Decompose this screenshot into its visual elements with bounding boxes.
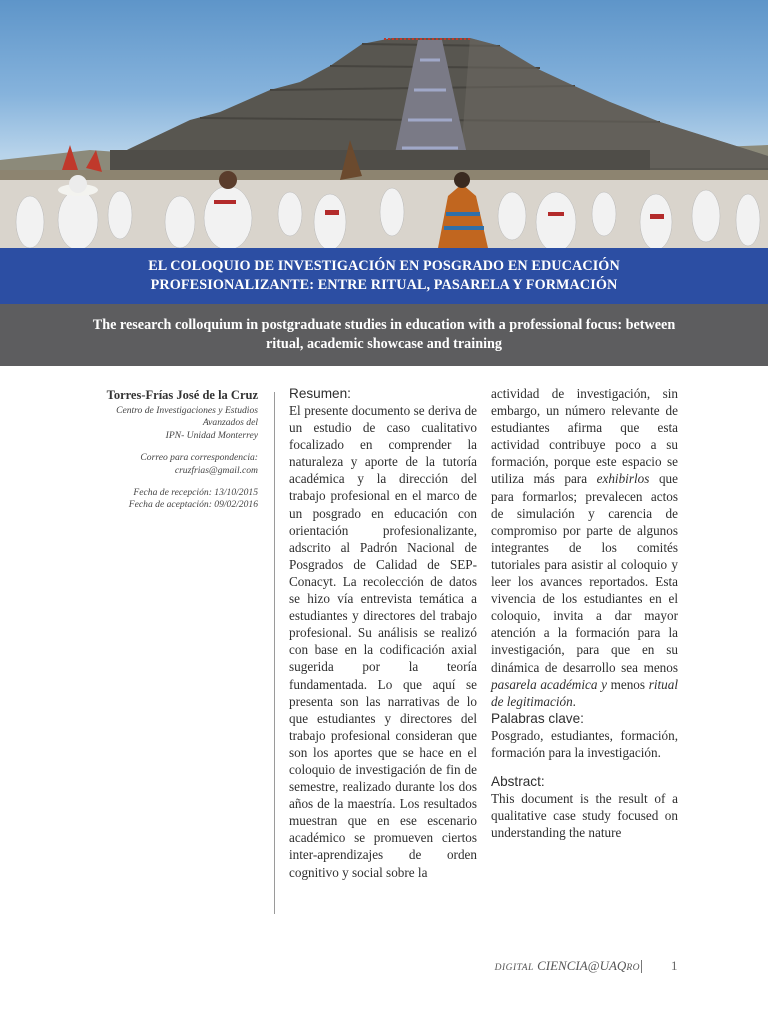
keywords-body: Posgrado, estudiantes, formación, formación para la investigación. xyxy=(491,727,678,760)
article-title-spanish: EL COLOQUIO DE INVESTIGACIÓN EN POSGRADO EN EDUCACIÓN PROFESIONALIZANTE: ENTRE RITUAL, PASARELA Y FORMACIÓN xyxy=(148,258,620,293)
affiliation-line-3: IPN- Unidad Monterrey xyxy=(165,429,258,441)
resumen-body-part-1: El presente documento se deriva de un estudio de caso cualitativo focalizado en comprender la naturaleza y aporte de la tutoría académica y la dirección del trabajo profesional en el marco de un posgrado en educación con orientación profesionalizante, adscrito al Padrón Nacional de Posgrados de Calidad de SEP-Conacyt. La recolección de datos se hizo vía entrevista temática a estudiantes y directores del trabajo profesional. Su análisis se realizó con base en la codificación axial sugerida por la teoría fundamentada. Lo que aquí se presenta son las narrativas de lo que estudiantes y directores del trabajo profesional consideran que son los aportes que se hace en el coloquio de investigación de fin de semestre, realizado durante los dos años de la maestría. Los resultados muestran que en ese escenario académico se promueven ciertos inter-aprendizajes de orden cognitivo y social sobre la xyxy=(289,403,477,880)
resumen-body-part-2: actividad de investigación, sin embargo, un número relevante de estudiantes afirma que esta actividad contribuye poco a su formación, porque este espacio se utiliza más para exhibirlos que para formarlos; prevalecen actos de simulación y carencia de compromiso por parte de algunos integrantes de los comités tutoriales para asistir al coloquio y leer los avances reportados. Esta vivencia de los estudiantes en el coloquio, invita a dar mayor atención a la formación para la investigación, para que en su dinámica de desarrollo sea menos pasarela académica y menos ritual de legitimación. xyxy=(491,386,678,709)
accepted-date: Fecha de aceptación: 09/02/2016 xyxy=(128,499,258,511)
hero-photo xyxy=(0,0,768,248)
affiliation-line-1: Centro de Investigaciones y Estudios xyxy=(116,405,258,416)
correspondence-label: Correo para correspondencia: xyxy=(140,452,258,464)
abstract-heading: Abstract: xyxy=(491,773,545,789)
abstract-column-1 xyxy=(289,385,477,881)
abstract-body: This document is the result of a qualitative case study focused on understanding the nature xyxy=(491,790,678,841)
page-footer xyxy=(0,958,768,978)
journal-brand: DIGITAL CIENCIA@UAQRO xyxy=(494,958,640,973)
pyramid-scene xyxy=(0,0,768,248)
received-date: Fecha de recepción: 13/10/2015 xyxy=(133,487,258,499)
keywords-heading: Palabras clave: xyxy=(491,710,584,726)
author-name: Torres-Frías José de la Cruz xyxy=(106,388,258,402)
author-block xyxy=(80,388,258,512)
author-email[interactable]: cruzfrias@gmail.com xyxy=(174,464,258,476)
page-number: 1 xyxy=(671,958,678,973)
footer-separator xyxy=(641,960,642,973)
abstract-column-2 xyxy=(491,385,678,841)
article-title-english: The research colloquium in postgraduate studies in education with a professional focus: between ritual, academic showcase and training xyxy=(92,317,676,352)
column-divider xyxy=(274,392,275,914)
subtitle-band xyxy=(0,304,768,366)
affiliation-line-2: Avanzados del xyxy=(202,417,258,429)
resumen-heading: Resumen: xyxy=(289,386,351,401)
title-band xyxy=(0,248,768,304)
